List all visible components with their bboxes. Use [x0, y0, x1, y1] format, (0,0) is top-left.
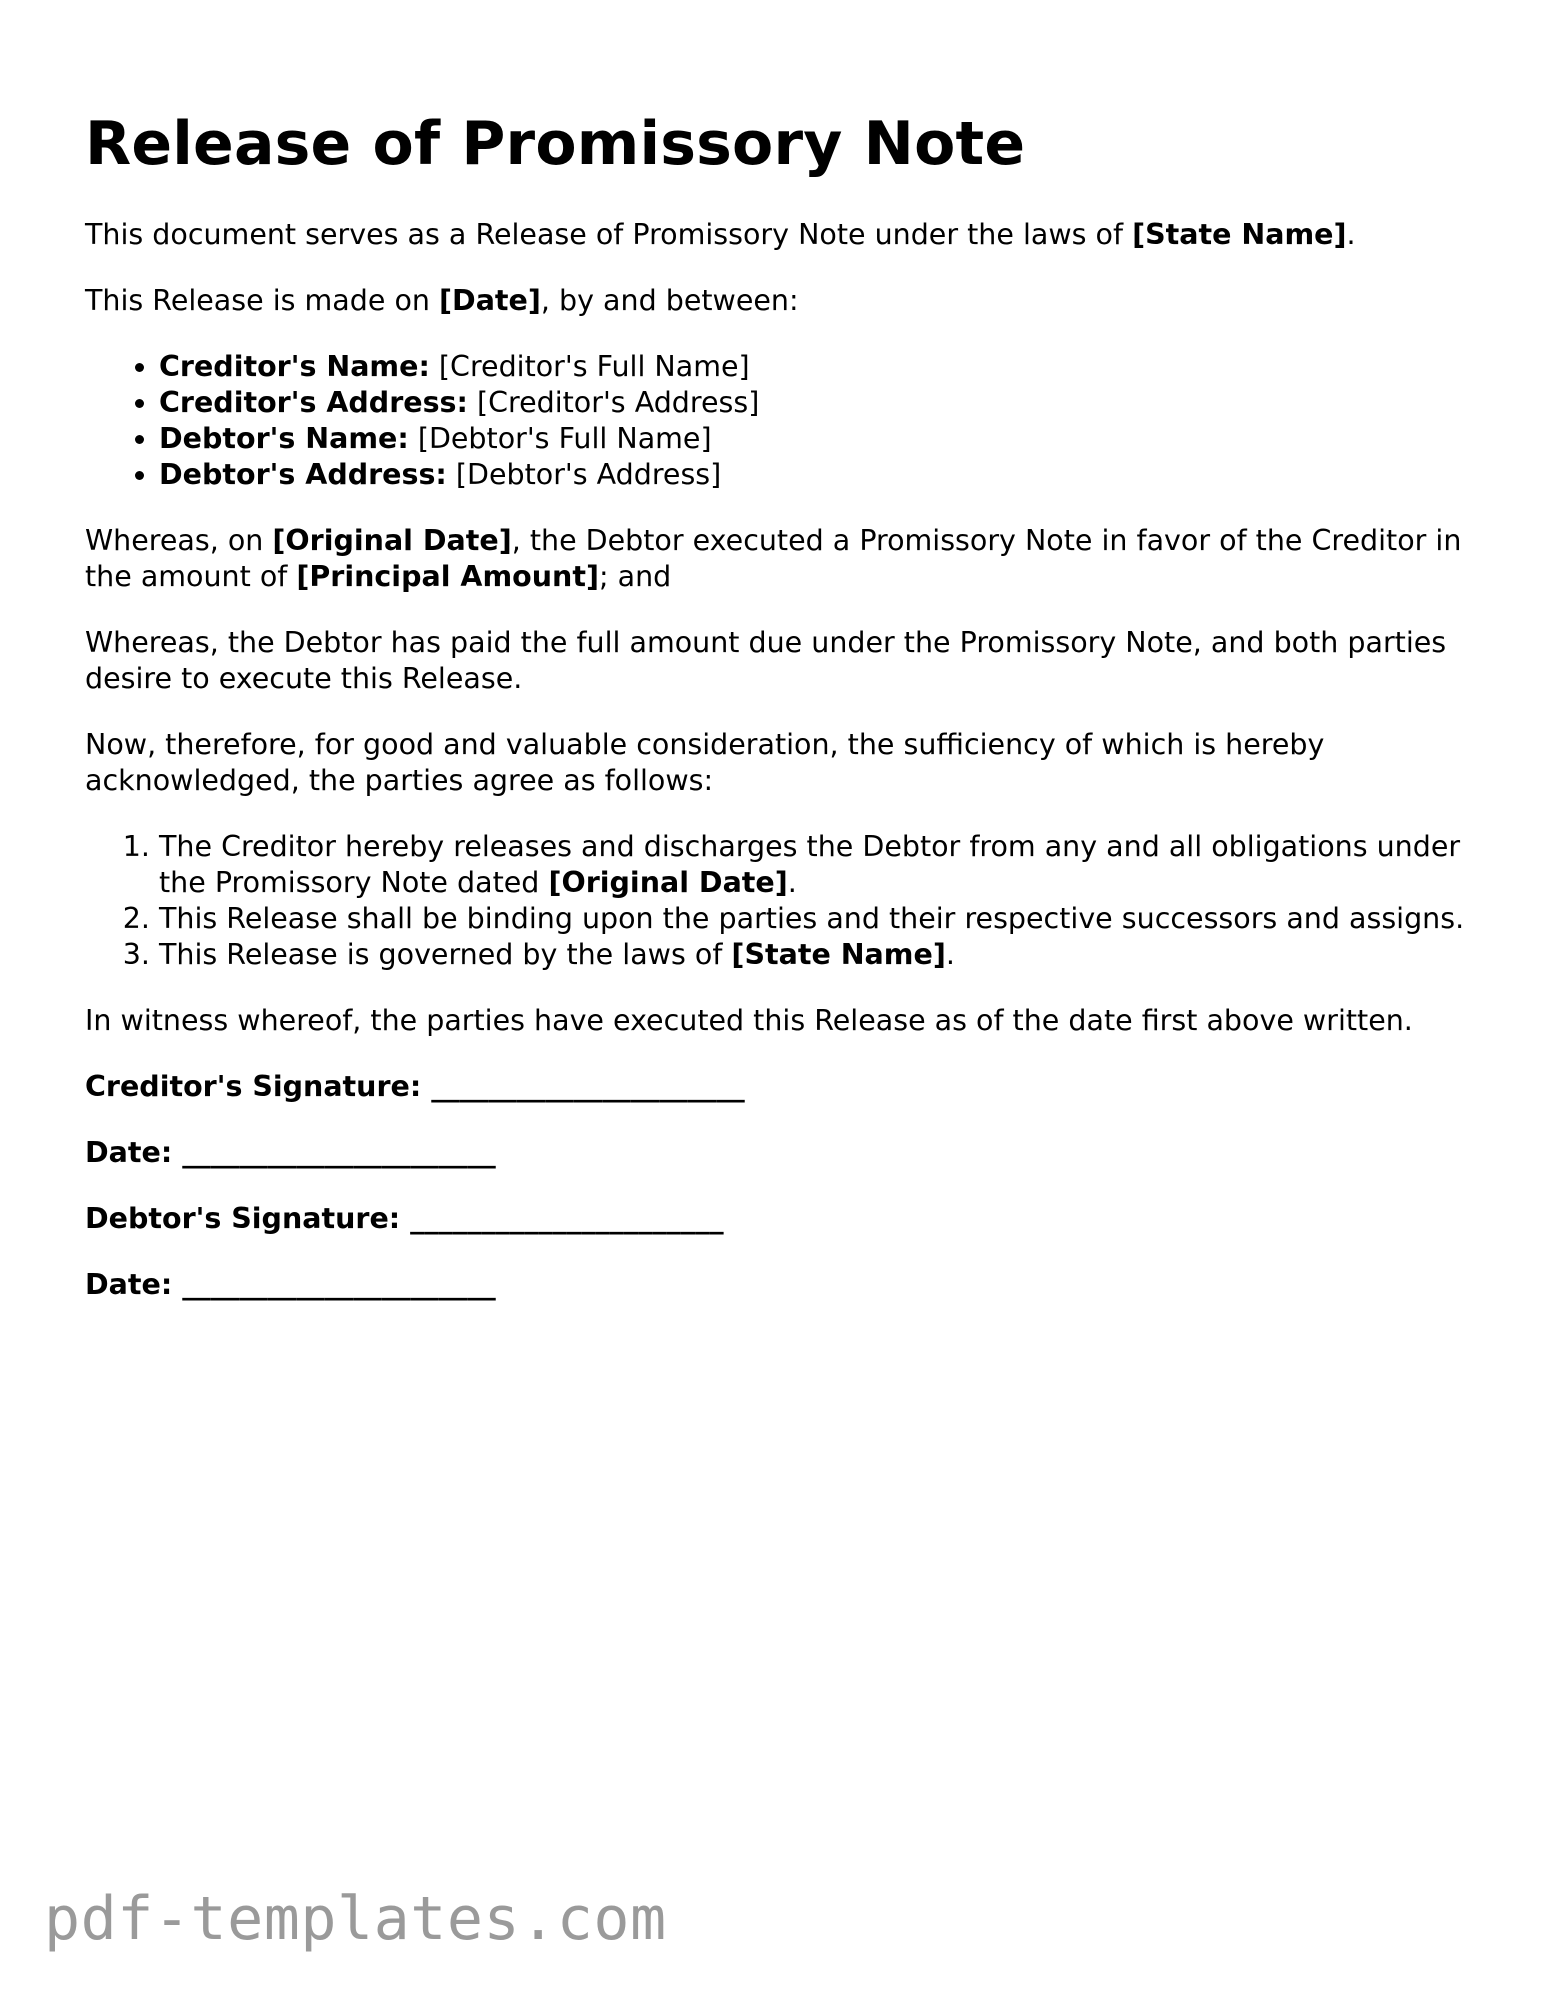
list-item [159, 901, 1465, 937]
list-item [159, 349, 1465, 385]
term-placeholder: [State Name] [731, 938, 946, 971]
term-text: This Release shall be binding upon the parties and their respective successors and assigns. [159, 902, 1465, 935]
signature-label: Creditor's Signature: [85, 1070, 422, 1103]
intro-text: This document serves as a Release of Promissory Note under the laws of [85, 218, 1133, 251]
term-text: The Creditor hereby releases and discharges the Debtor from any and all obligations under the Promissory Note dated [159, 830, 1461, 899]
party-value: [Creditor's Full Name] [429, 350, 750, 383]
now-therefore-paragraph: Now, therefore, for good and valuable consideration, the sufficiency of which is hereby acknowledged, the parties agree as follows: [85, 728, 1325, 797]
party-label: Debtor's Name: [159, 422, 409, 455]
document-title: Release of Promissory Note [85, 109, 1026, 179]
list-item [159, 421, 1465, 457]
made-on-date-placeholder: [Date] [439, 284, 541, 317]
intro-state-placeholder: [State Name] [1132, 218, 1347, 251]
made-on-paragraph [85, 283, 1465, 319]
term-text: This Release is governed by the laws of [159, 938, 732, 971]
party-value: [Debtor's Full Name] [408, 422, 712, 455]
term-placeholder: [Original Date] [548, 866, 788, 899]
term-end: . [945, 938, 955, 971]
party-label: Creditor's Address: [159, 386, 468, 419]
original-date-placeholder: [Original Date] [272, 524, 512, 557]
made-on-text: This Release is made on [85, 284, 440, 317]
debtor-signature-line [85, 1201, 1465, 1237]
creditor-signature-line [85, 1069, 1465, 1105]
whereas-paragraph-1 [85, 523, 1465, 595]
debtor-date-line [85, 1267, 1465, 1303]
list-item [159, 829, 1465, 901]
party-value: [Creditor's Address] [467, 386, 760, 419]
whereas1-text-b: , the Debtor executed a Promissory Note in favor of the Creditor in the amount of [85, 524, 1462, 593]
creditor-date-line [85, 1135, 1465, 1171]
signature-blank: ______________________ [431, 1070, 745, 1103]
list-item [159, 457, 1465, 493]
party-label: Debtor's Address: [159, 458, 447, 491]
watermark: pdf-templates.com [44, 1884, 667, 1954]
whereas-paragraph-2: Whereas, the Debtor has paid the full amount due under the Promissory Note, and both parties desire to execute this Release. [85, 626, 1447, 695]
signature-blank: ______________________ [182, 1268, 496, 1301]
signature-label: Debtor's Signature: [85, 1202, 401, 1235]
whereas1-text-a: Whereas, on [85, 524, 273, 557]
principal-amount-placeholder: [Principal Amount] [296, 560, 599, 593]
terms-list [85, 829, 1465, 973]
witness-paragraph: In witness whereof, the parties have executed this Release as of the date first above written. [85, 1004, 1413, 1037]
list-item [159, 937, 1465, 973]
made-on-end: , by and between: [540, 284, 799, 317]
party-value: [Debtor's Address] [446, 458, 722, 491]
list-item [159, 385, 1465, 421]
intro-end: . [1346, 218, 1356, 251]
intro-paragraph [85, 217, 1465, 253]
signature-blank: ______________________ [410, 1202, 724, 1235]
signature-label: Date: [85, 1268, 173, 1301]
whereas1-text-c: ; and [598, 560, 672, 593]
parties-list [85, 349, 1465, 493]
signature-blank: ______________________ [182, 1136, 496, 1169]
term-end: . [787, 866, 797, 899]
party-label: Creditor's Name: [159, 350, 430, 383]
signature-label: Date: [85, 1136, 173, 1169]
document-page [85, 108, 1465, 1303]
